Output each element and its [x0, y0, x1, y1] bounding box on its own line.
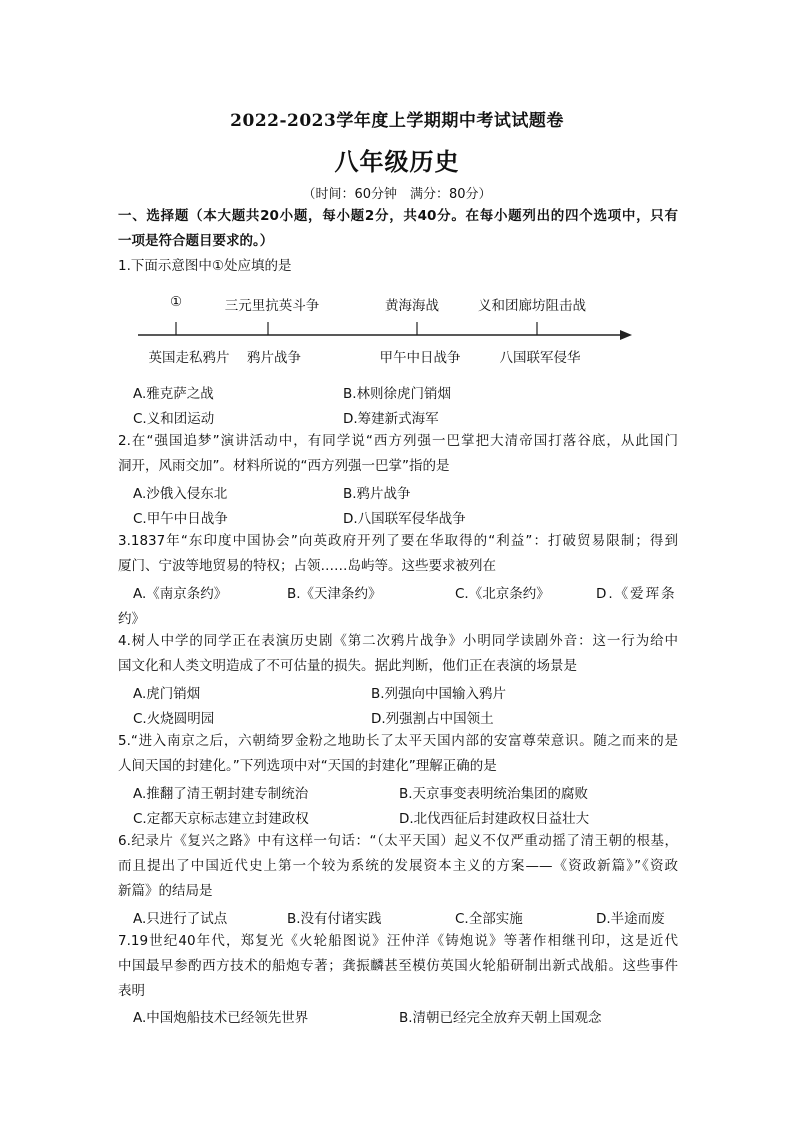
timeline-arrow-icon	[620, 330, 632, 340]
option-c[interactable]: C.《北京条约》	[455, 586, 550, 602]
option-b[interactable]: B.林则徐虎门销烟	[343, 386, 452, 402]
option-b[interactable]: B.天京事变表明统治集团的腐败	[399, 786, 589, 802]
option-c[interactable]: C.义和团运动	[133, 411, 215, 427]
option-d[interactable]: D.北伐西征后封建政权日益壮大	[399, 811, 590, 827]
section-heading-line: 一、选择题（本大题共20小题，每小题2分，共40分。在每小题列出的四个选项中，只有	[118, 208, 678, 224]
option-d[interactable]: D.列强割占中国领土	[371, 711, 494, 727]
option-c[interactable]: C.火烧圆明园	[133, 711, 215, 727]
question-stem: 1.下面示意图中①处应填的是	[118, 258, 292, 274]
question-3	[118, 529, 678, 579]
question-stem: 表明	[118, 983, 145, 999]
question-stem: 7.19世纪40年代，郑复光《火轮船图说》汪仲洋《铸炮说》等著作相继刊印，这是近代	[118, 933, 678, 949]
timeline-bottom-label: 英国走私鸦片	[148, 350, 230, 366]
question-stem: 6.纪录片《复兴之路》中有这样一句话：“（太平天国）起义不仅严重动摇了清王朝的根基，	[118, 833, 678, 849]
option-c[interactable]: C.甲午中日战争	[133, 511, 228, 527]
option-b[interactable]: B.鸦片战争	[343, 486, 411, 502]
option-b[interactable]: B.《天津条约》	[287, 586, 382, 602]
exam-subject: 八年级历史	[334, 147, 460, 176]
option-b[interactable]: B.列强向中国输入鸦片	[371, 686, 507, 702]
exam-title: 2022-2023学年度上学期期中考试试题卷	[230, 111, 564, 131]
timeline-bottom-label: 甲午中日战争	[379, 350, 461, 366]
timeline-top-label: 黄海海战	[385, 298, 439, 314]
section-heading	[118, 204, 678, 254]
timeline-top-label: ①	[169, 294, 183, 310]
question-stem: 4.树人中学的同学正在表演历史剧《第二次鸦片战争》小明同学读剧外音：这一行为给中	[118, 633, 678, 649]
question-4	[118, 629, 678, 679]
option-a[interactable]: A.雅克萨之战	[133, 386, 214, 402]
option-b[interactable]: B.没有付诸实践	[287, 911, 382, 927]
option-a[interactable]: A.虎门销烟	[133, 686, 201, 702]
timeline-top-label: 义和团廊坊阻击战	[478, 298, 586, 314]
question-stem: 而且提出了中国近代史上第一个较为系统的发展资本主义的方案——《资政新篇》”《资政	[118, 858, 678, 874]
option-d[interactable]: D.筹建新式海军	[343, 411, 439, 427]
timeline-bottom-label: 八国联军侵华	[499, 350, 581, 366]
option-a[interactable]: A.推翻了清王朝封建专制统治	[133, 786, 309, 802]
question-1	[118, 254, 678, 279]
option-b[interactable]: B.清朝已经完全放弃天朝上国观念	[399, 1010, 602, 1026]
question-stem: 5.“进入南京之后，六朝绮罗金粉之地助长了太平天国内部的安富尊荣意识。随之而来的是	[118, 733, 678, 749]
question-5	[118, 729, 678, 779]
option-d[interactable]: D.《爱珲条	[596, 586, 677, 602]
option-d[interactable]: D.八国联军侵华战争	[343, 511, 466, 527]
question-stem: 人间天国的封建化。”下列选项中对“天国的封建化”理解正确的是	[118, 758, 497, 774]
option-a[interactable]: A.中国炮船技术已经领先世界	[133, 1010, 309, 1026]
question-stem: 国文化和人类文明造成了不可估量的损失。据此判断，他们正在表演的场景是	[118, 658, 577, 674]
question-7	[118, 929, 678, 1004]
question-stem: 中国最早参酌西方技术的船炮专著；龚振麟甚至模仿英国火轮船研制出新式战船。这些事件	[118, 958, 678, 974]
option-a[interactable]: A.只进行了试点	[133, 911, 228, 927]
question-stem: 厦门、宁波等地贸易的特权；占领……岛屿等。这些要求被列在	[118, 558, 496, 574]
question-6	[118, 829, 678, 904]
question-stem: 2.在“强国追梦”演讲活动中，有同学说“西方列强一巴掌把大清帝国打落谷底，从此国门	[118, 433, 678, 449]
option-a[interactable]: A.沙俄入侵东北	[133, 486, 228, 502]
timeline-top-label: 三元里抗英斗争	[224, 298, 320, 314]
exam-time-info: （时间：60分钟 满分：80分）	[302, 187, 492, 202]
section-heading-line: 一项是符合题目要求的。）	[118, 233, 274, 249]
option-c[interactable]: C.全部实施	[455, 911, 523, 927]
option-a[interactable]: A.《南京条约》	[133, 586, 228, 602]
question-stem: 3.1837年“东印度中国协会”向英政府开列了要在华取得的“利益”：打破贸易限制；得到	[118, 533, 678, 549]
question-stem: 新篇》的结局是	[118, 883, 213, 899]
timeline-bottom-label: 鸦片战争	[247, 350, 301, 366]
option-c[interactable]: C.定都天京标志建立封建政权	[133, 811, 309, 827]
option-d[interactable]: D.半途而废	[596, 911, 665, 927]
option-d-continued: 约》	[118, 611, 145, 627]
question-stem: 洞开，风雨交加”。材料所说的“西方列强一巴掌”指的是	[118, 458, 450, 474]
question-2	[118, 429, 678, 479]
